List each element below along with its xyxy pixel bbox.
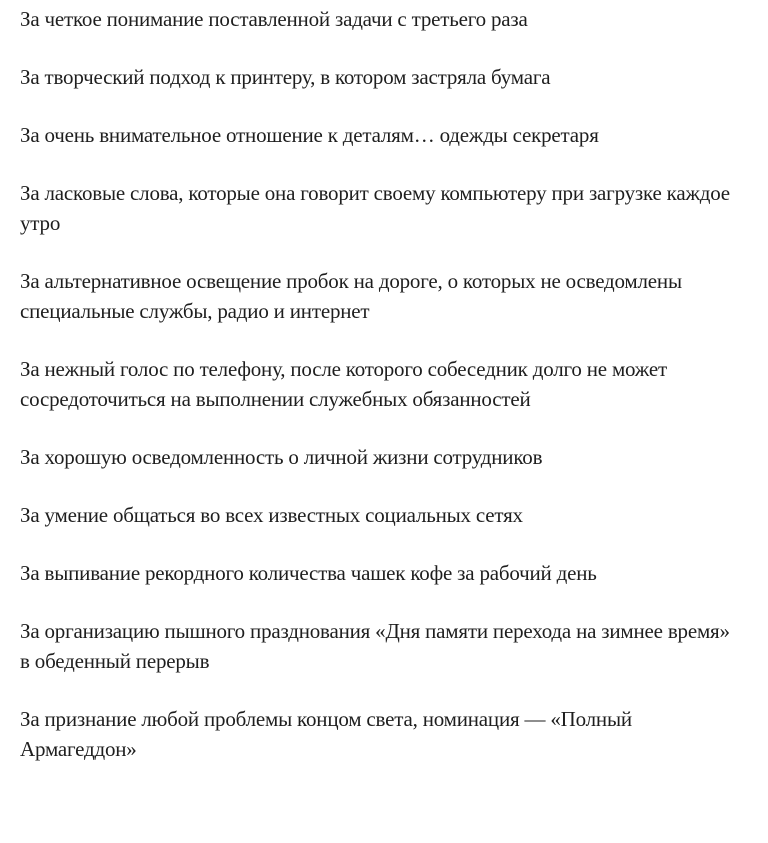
list-item: За организацию пышного празднования «Дня памяти перехода на зимнее время» в обеденный перерыв — [20, 619, 730, 673]
list-item: За умение общаться во всех известных социальных сетях — [20, 503, 523, 527]
list-item: За очень внимательное отношение к деталям… одежды секретаря — [20, 123, 599, 147]
list-item: За признание любой проблемы концом света, номинация — «Полный Армагеддон» — [20, 707, 632, 761]
list-item: За выпивание рекордного количества чашек кофе за рабочий день — [20, 561, 597, 585]
list-item: За альтернативное освещение пробок на дороге, о которых не осведомлены специальные службы, радио и интернет — [20, 269, 682, 323]
list-item: За ласковые слова, которые она говорит своему компьютеру при загрузке каждое утро — [20, 181, 730, 235]
list-item: За творческий подход к принтеру, в котором застряла бумага — [20, 65, 551, 89]
list-item: За четкое понимание поставленной задачи с третьего раза — [20, 7, 528, 31]
list-item: За нежный голос по телефону, после которого собеседник долго не может сосредоточиться на выполнении служебных обязанностей — [20, 357, 667, 411]
list-item: За хорошую осведомленность о личной жизни сотрудников — [20, 445, 543, 469]
